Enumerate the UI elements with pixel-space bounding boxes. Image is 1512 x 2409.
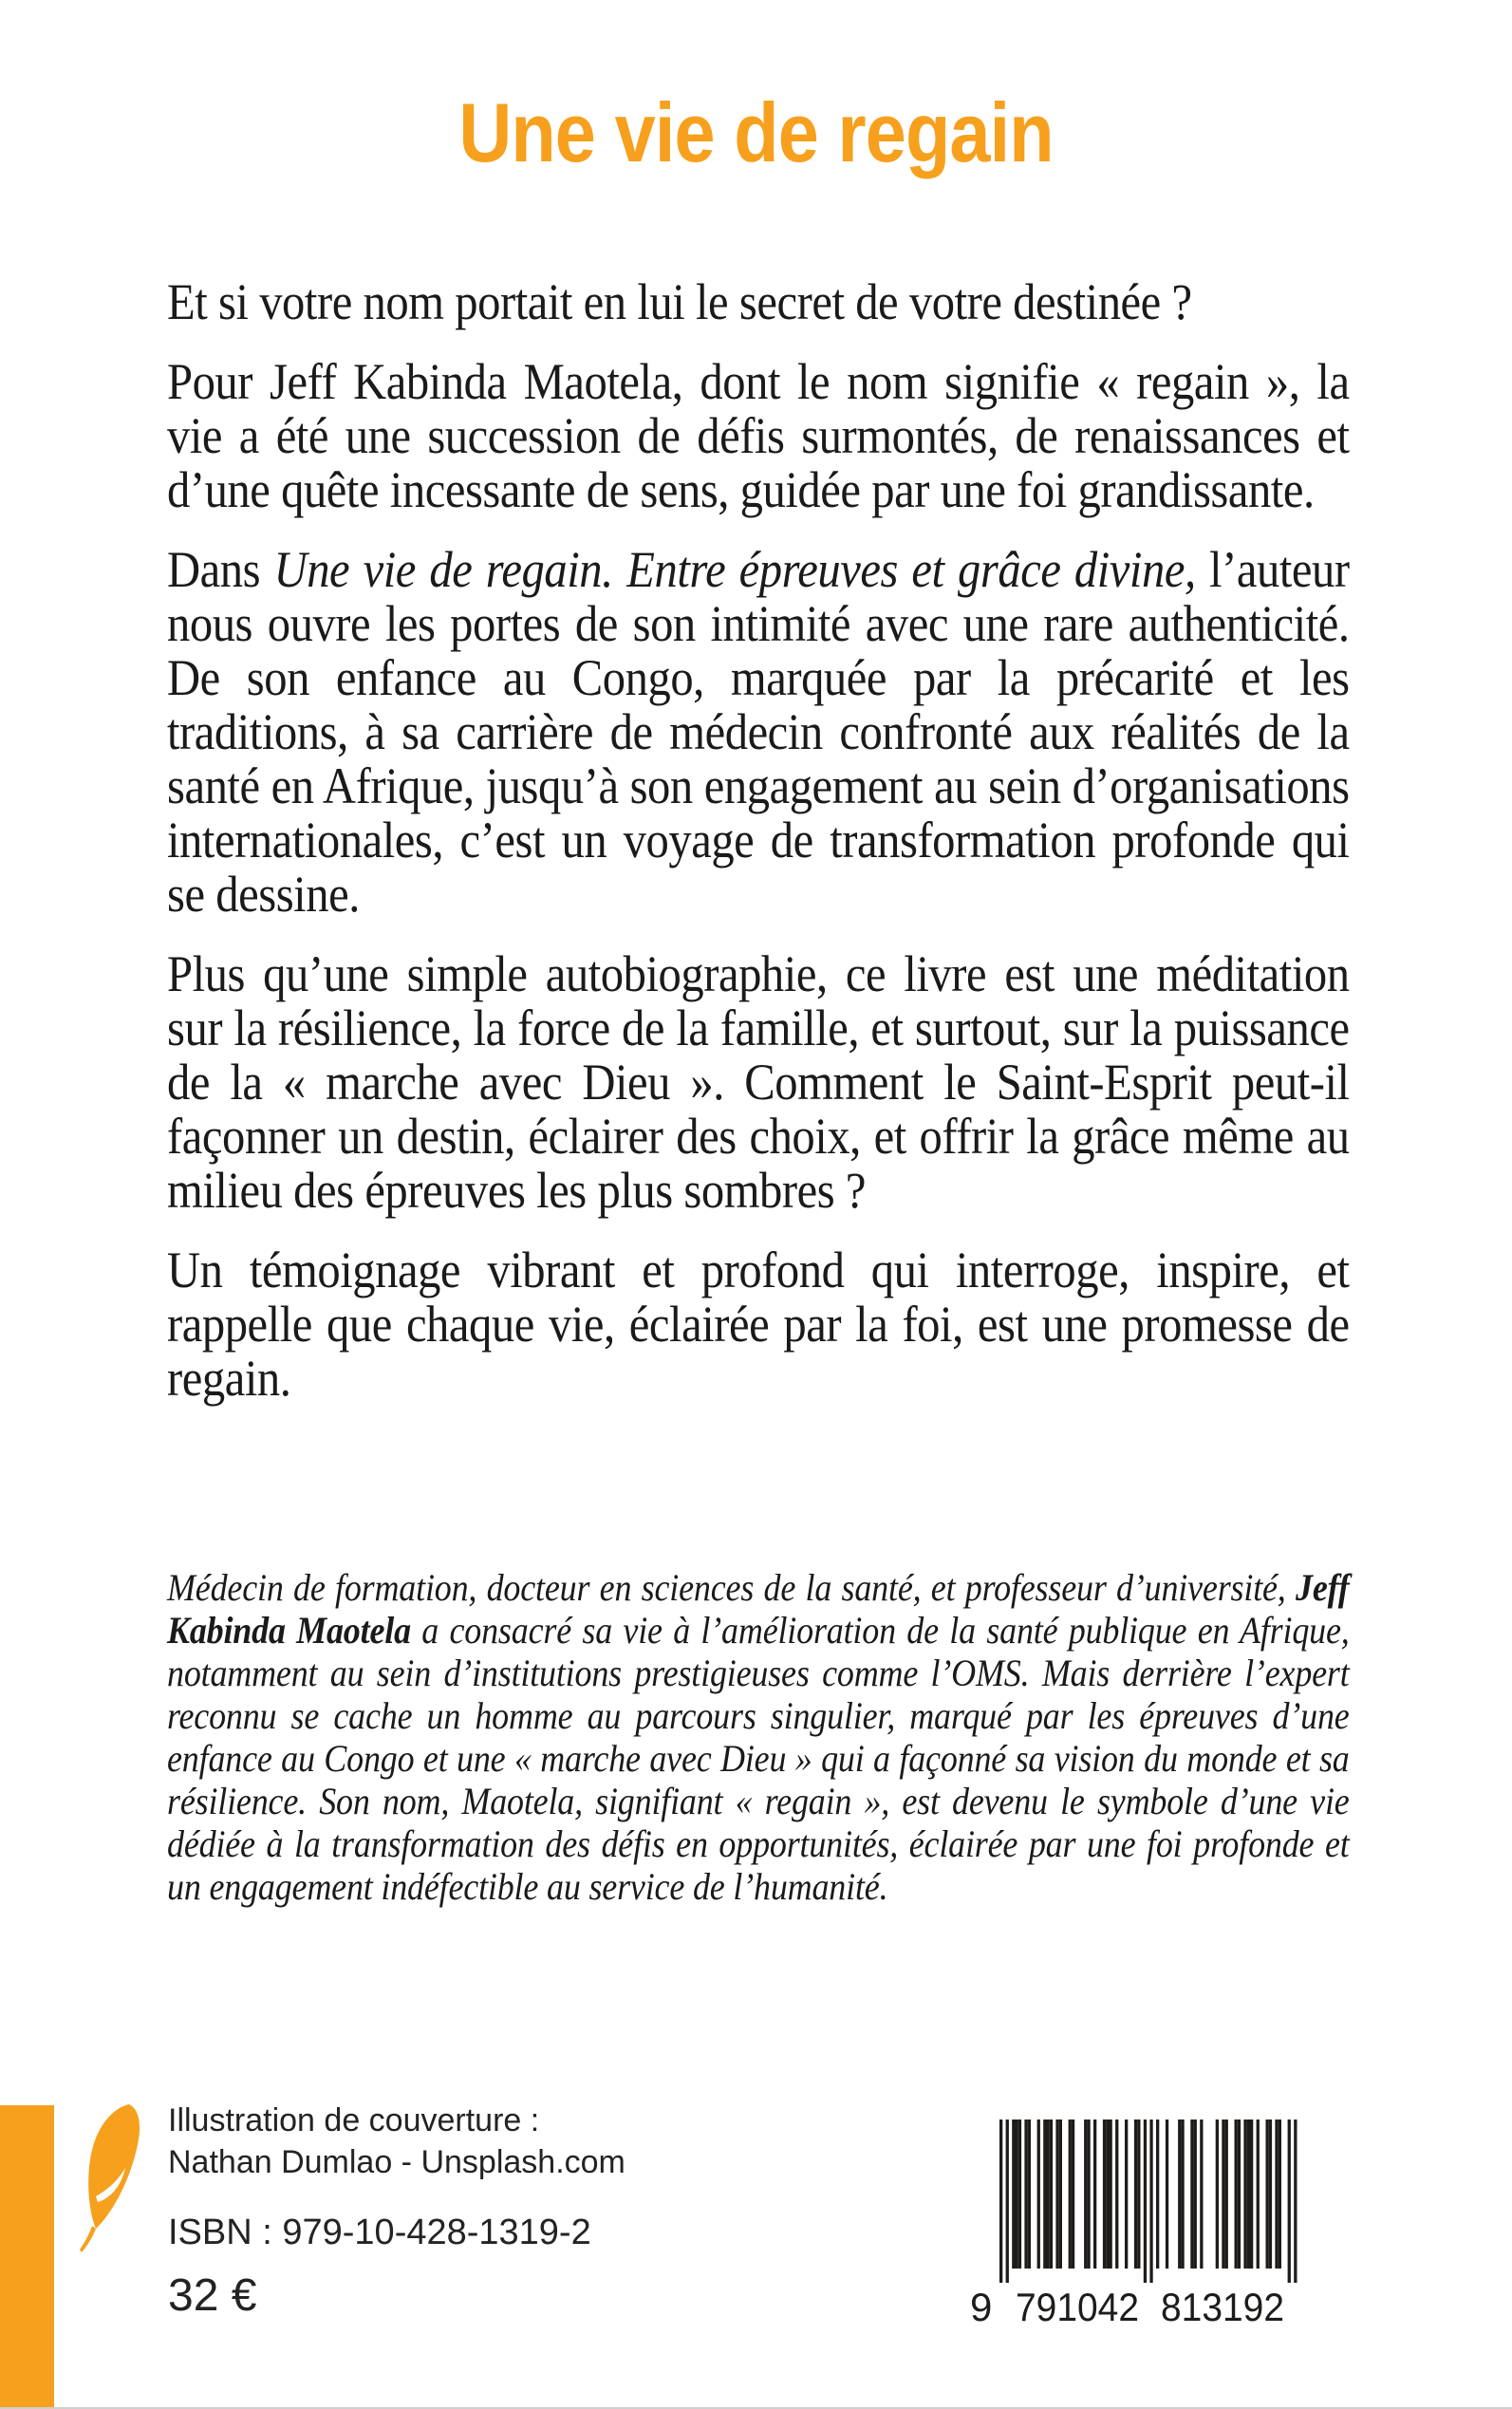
cover-credit-line1: Illustration de couverture : <box>168 2102 540 2138</box>
author-name: Jeff Kabinda Maotela <box>167 1566 1350 1652</box>
synopsis-p3-prefix: Dans <box>167 541 274 598</box>
synopsis-paragraph-hook: Et si votre nom portait en lui le secret de votre destinée ? <box>167 273 1192 330</box>
price-label: 32 € <box>168 2270 257 2321</box>
synopsis-p3-rest: l’auteur nous ouvre les portes de son intimité avec une rare authenticité. De son enfance au Congo, marquée par la précarité et les traditions, à sa carrière de médecin confronté aux réalités de la santé en Afrique, jusqu’à son engagement au sein d’organisations internationales, c’est un voyage de transformation profonde qui se dessine. <box>167 541 1350 923</box>
bio-before-name: Médecin de formation, docteur en sciences de la santé, et professeur d’université, <box>167 1566 1297 1609</box>
svg-text:813192: 813192 <box>1161 2285 1284 2329</box>
synopsis-paragraph: Pour Jeff Kabinda Maotela, dont le nom signifie « regain », la vie a été une succession de défis surmontés, de renaissances et d’une quête incessante de sens, guidée par une foi grandissante. <box>167 353 1350 518</box>
publisher-feather-icon <box>76 2101 146 2253</box>
ean13-barcode <box>968 2120 1310 2343</box>
page-title: Une vie de regain <box>458 85 1054 179</box>
author-bio <box>167 1566 1350 1908</box>
cover-credit <box>168 2100 625 2183</box>
svg-text:9: 9 <box>970 2285 993 2329</box>
synopsis-paragraph <box>167 543 1350 922</box>
book-subtitle-italic: Une vie de regain. Entre épreuves et grâce divine, <box>273 541 1196 598</box>
isbn-label: ISBN : 979-10-428-1319-2 <box>168 2213 591 2252</box>
synopsis-paragraph: Un témoignage vibrant et profond qui interroge, inspire, et rappelle que chaque vie, éclairée par la foi, est une promesse de regain. <box>167 1242 1350 1407</box>
synopsis-text <box>167 275 1350 1431</box>
svg-text:791042: 791042 <box>1016 2285 1139 2329</box>
barcode-bars <box>968 2120 1310 2343</box>
orange-spine-bar <box>0 2105 54 2409</box>
synopsis-paragraph: Plus qu’une simple autobiographie, ce livre est une méditation sur la résilience, la force de la famille, et surtout, sur la puissance de la « marche avec Dieu ». Comment le Saint-Esprit peut-il façonner un destin, éclairer des choix, et offrir la grâce même au milieu des épreuves les plus sombres ? <box>167 945 1350 1219</box>
cover-credit-line2: Nathan Dumlao - Unsplash.com <box>168 2144 625 2180</box>
bio-after-name: a consacré sa vie à l’amélioration de la santé publique en Afrique, notamment au sein d’institutions prestigieuses comme l’OMS. Mais derrière l’expert reconnu se cache un homme au parcours singulier, marqué par les épreuves d’une enfance au Congo et une « marche avec Dieu » qui a façonné sa vision du monde et sa résilience. Son nom, Maotela, signifiant « regain », est devenu le symbole d’une vie dédiée à la transformation des défis en opportunités, éclairée par une foi profonde et un engagement indéfectible au service de l’humanité. <box>167 1609 1350 1908</box>
